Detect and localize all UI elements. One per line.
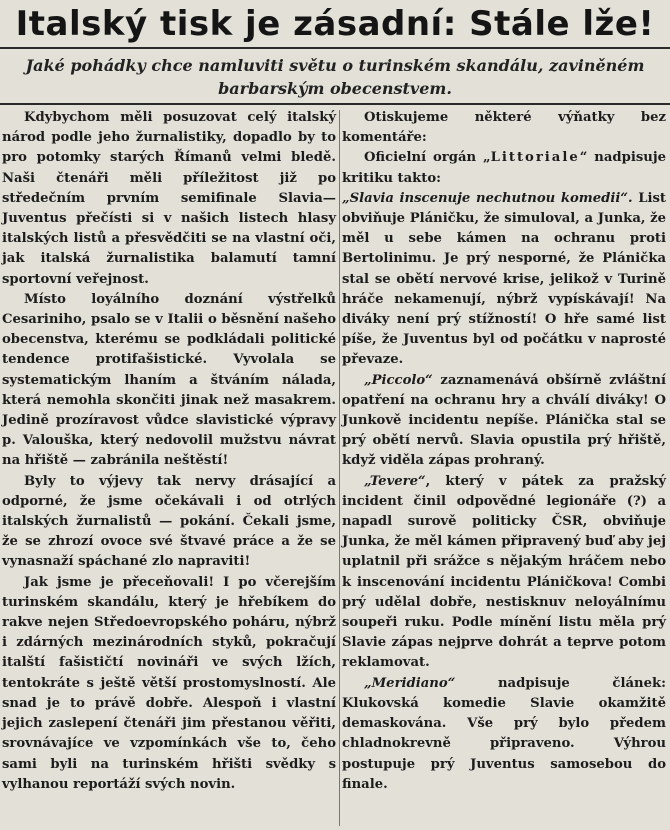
headline-rule-bottom — [0, 103, 670, 105]
right-column — [342, 108, 666, 795]
meridiano-text: nadpisuje článek: Klukovská komedie Slavie okamžitě demaskována. Vše prý bylo předem chladnokrevně připraveno. Výhrou postupuje prý Juventus samosebou do finale. — [342, 675, 666, 792]
right-paragraph-slavia-quote — [342, 189, 666, 371]
headline-rule-top — [0, 47, 670, 49]
left-paragraph-2: Místo loyálního doznání výstřelků Cesariniho, psalo se v Italii o běsnění našeho obecenstva, kterému se podkládali politické tendence protifašistické. Vyvolala se systematickým lhaním a štváním nálada, která nemohla skončiti jinak než masakrem. Jedině prozíravost vůdce slavistické výpravy p. Valouška, který nedovolil mužstvu návrat na hřiště — zabránila neštěstí! — [2, 291, 336, 469]
right-paragraph-piccolo — [342, 371, 666, 472]
tevere-text: , který v pátek za pražský incident činil odpovědné legionáře (?) a napadl surově politicky ČSR, obviňuje Junka, že měl kámen připravený buď aby jej uplatnil při srážce s nějakým hráčem nebo k inscenování incidentu Pláničkova! Combi prý udělal dobře, nestisknuv neloyálnímu soupeři ruku. Podle mínění listu měla prý Slavie zápas nejprve dohrát a teprve potom reklamovat. — [342, 473, 666, 671]
article-subheadline: Jaké pohádky chce namluviti světu o turinském skandálu, zaviněném barbarským obecenstvem. — [25, 56, 645, 98]
slavia-quote-lead: „Slavia inscenuje nechutnou komedii“. — [342, 190, 633, 206]
littoriale-pre: Oficielní orgán „ — [364, 150, 491, 166]
left-column — [2, 108, 336, 795]
right-paragraph-littoriale — [342, 148, 666, 188]
piccolo-lead: „Piccolo“ — [364, 372, 433, 388]
left-paragraph-1: Kdybychom měli posuzovat celý italský národ podle jeho žurnalistiky, dopadlo by to pro potomky starých Římanů velmi bledě. Naši čtenáři měli příležitost již po středečním prvním semifinale Slavia—Juventus přečísti si v našich listech hlasy italských listů a přesvědčiti se na vlastní oči, jak italská žurnalistika balamutí tamní sportovní veřejnost. — [2, 110, 336, 287]
left-paragraph-4: Jak jsme je přeceňovali! I po včerejším turinském skandálu, který je hřebíkem do rakve nejen Středoevropského poháru, nýbrž i zdárných mezinárodních styků, pokračují italští fašističtí novináři ve svých lžích, tentokráte s ještě větší prostomyslností. Ale snad je to právě dobře. Alespoň i vlastní jejich zaslepení čtenáři jim přestanou věřiti, srovnávajíce ve vzpomínkách vše to, čeho sami byli na turinském hřišti svědky s vylhanou reportáží svých novin. — [2, 574, 336, 792]
littoriale-name: Littoriale — [490, 150, 580, 166]
left-paragraph-3: Byly to výjevy tak nervy drásající a odporné, že jsme očekávali i od otrlých italských žurnalistů — pokání. Čekali jsme, že se zhrozí ovoce své štvavé práce a že se vynasnaží spáchané zlo napraviti! — [2, 473, 336, 570]
slavia-quote-text: List obviňuje Pláničku, že simuloval, a Junka, že měl u sebe kámen na ochranu proti Bertolinimu. Je prý nesporné, že Plánička stal se obětí nervové krise, jelikož v Turině hráče nekamenují, nýbrž vypískávají! Na diváky není prý stížností! O hře samé list píše, že Juventus byl od počátku v naprosté převaze. — [342, 190, 666, 368]
right-paragraph-meridiano — [342, 674, 666, 795]
littoriale-post: “ nadpisuje kritiku takto: — [342, 150, 667, 186]
piccolo-text: zaznamenává obšírně zvláštní opatření na ochranu hry a chválí diváky! O Junkově incidentu nepíše. Plánička stal se prý obětí nervů. Slavia opustila prý hřiště, když viděla zápas prohraný. — [342, 372, 666, 469]
right-paragraph-tevere — [342, 472, 666, 674]
column-divider — [339, 110, 340, 826]
tevere-lead: „Tevere“ — [364, 473, 426, 489]
right-intro: Otiskujeme některé výňatky bez komentáře: — [342, 110, 666, 146]
article-headline: Italský tisk je zásadní: Stále lže! — [15, 4, 655, 44]
meridiano-lead: „Meridiano“ — [364, 675, 456, 691]
